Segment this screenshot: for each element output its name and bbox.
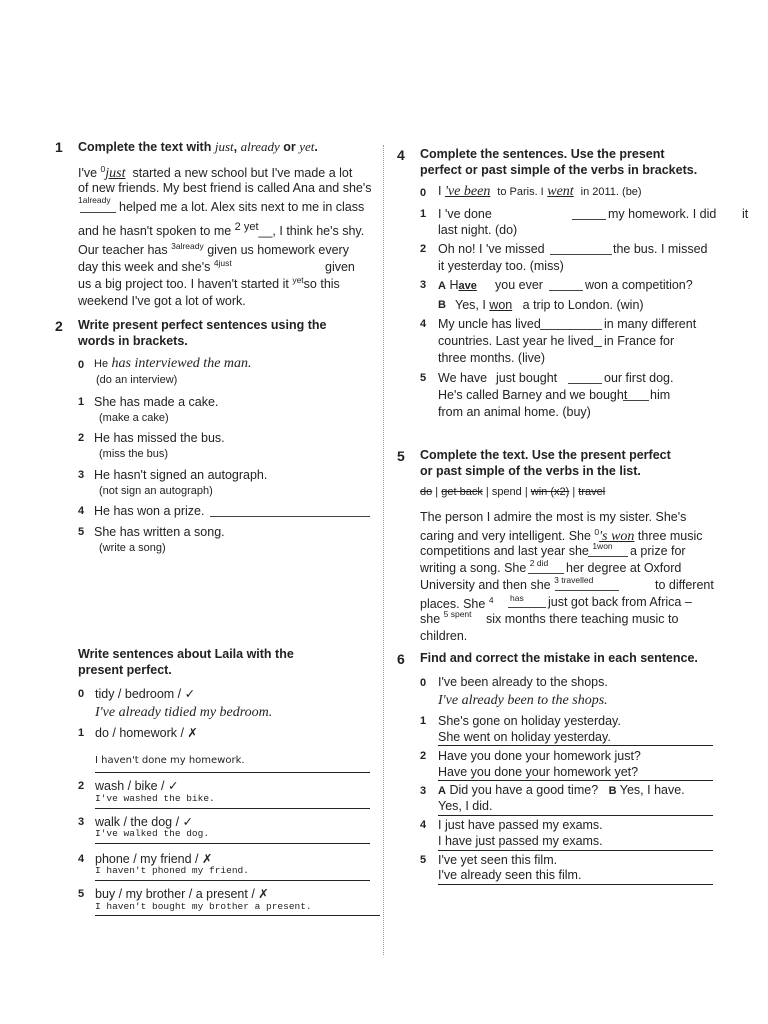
item-number: 2	[78, 432, 85, 444]
prompt: buy / my brother / a present / ✗	[95, 887, 269, 901]
ex5-line2	[420, 527, 703, 545]
word-travel: travel	[578, 486, 606, 498]
text: the bus. I missed	[613, 242, 708, 256]
model-answer: went	[547, 184, 574, 199]
separator: |	[569, 486, 579, 498]
hint: (write a song)	[99, 542, 166, 554]
text: in France for	[604, 334, 675, 348]
text: I	[438, 184, 442, 198]
answer-yet: 2 yet	[234, 221, 259, 233]
answer-line	[95, 880, 370, 881]
answer: 5 spent	[443, 609, 472, 619]
hint: (not sign an autograph)	[99, 485, 213, 497]
column-divider	[383, 145, 384, 955]
word-do: do	[420, 486, 433, 498]
text: she	[420, 612, 441, 626]
instr-already: already	[240, 139, 280, 154]
answer-line	[438, 780, 713, 781]
ex3-instruction-2: present perfect.	[78, 663, 172, 677]
answer-already: 1already	[78, 195, 111, 205]
ex4-item1	[438, 207, 492, 221]
answer-yet: yet	[292, 275, 304, 285]
ex2-instruction-2: words in brackets.	[78, 334, 188, 348]
instr-text: Complete the text with	[78, 140, 215, 154]
sentence: I've been already to the shops.	[438, 675, 608, 689]
ex4-instruction-2: perfect or past simple of the verbs in brackets.	[420, 163, 698, 177]
answer-line	[210, 516, 370, 517]
gap-line	[550, 254, 612, 255]
gap-number: 0	[100, 164, 106, 174]
text: from an animal home. (buy)	[438, 405, 591, 419]
ex5-line1: The person I admire the most is my sister. She's	[420, 510, 687, 524]
ex4-item0	[438, 184, 642, 200]
ex1-instruction	[78, 139, 318, 155]
text: three months. (live)	[438, 351, 545, 365]
ex1-line6	[78, 260, 232, 274]
ex1-line5	[78, 243, 349, 257]
item-number: 1	[78, 396, 85, 408]
text: us a big project too. I haven't started it	[78, 277, 289, 291]
item-number: 1	[78, 727, 85, 739]
item-number: 5	[420, 372, 427, 384]
ex2-item0	[94, 356, 252, 372]
answer-already: 3already	[171, 241, 204, 251]
speaker-a: A	[438, 785, 446, 797]
text: just got back from Africa –	[548, 595, 692, 609]
item-number: 4	[78, 853, 85, 865]
item-number: 2	[78, 780, 85, 792]
word-spend: spend	[491, 486, 522, 498]
ex3-instruction: Write sentences about Laila with the	[78, 647, 294, 661]
text: a prize for	[630, 544, 686, 558]
instr-just: just	[214, 139, 234, 154]
answer-just: just	[105, 166, 126, 182]
item-number: 5	[78, 888, 85, 900]
sentence: I've yet seen this film.	[438, 853, 558, 867]
text: He	[94, 358, 109, 370]
ex1-line2: of new friends. My best friend is called Ana and she's	[78, 181, 372, 195]
prompt: do / homework / ✗	[95, 726, 198, 740]
separator: |	[432, 486, 442, 498]
ex5-word-list	[420, 486, 605, 498]
text: my homework. I did	[608, 207, 717, 221]
ex4-item3	[438, 278, 477, 292]
text: Our teacher has	[78, 243, 168, 257]
text: countries. Last year he lived	[438, 334, 594, 348]
answer: I've walked the dog.	[95, 828, 210, 839]
item-number: 0	[420, 187, 427, 199]
text: her degree at Oxford	[566, 561, 682, 575]
gap-line	[80, 212, 116, 213]
text: He's called Barney and we bought	[438, 388, 628, 402]
prompt: phone / my friend / ✗	[95, 852, 213, 866]
text: We have	[438, 371, 488, 385]
item-number: 0	[78, 359, 85, 371]
answer-line	[438, 884, 713, 885]
word-win: win (x2)	[530, 486, 570, 498]
instr-comma: ,	[233, 140, 241, 154]
answer-line	[438, 745, 713, 746]
ex6-number: 6	[397, 651, 405, 667]
sentence: She's gone on holiday yesterday.	[438, 714, 621, 728]
gap-line	[572, 219, 606, 220]
item-number: 0	[420, 677, 427, 689]
text: places. She	[420, 597, 486, 612]
ex4-item3b	[455, 298, 644, 312]
ex1-line3-text: helped me a lot. Alex sits next to me in class	[119, 200, 365, 214]
gap-number: 0	[594, 527, 600, 537]
text: last night. (do)	[438, 223, 518, 237]
answer: Yes, I did.	[438, 799, 493, 813]
gap-line	[540, 329, 602, 330]
gap-line	[594, 346, 602, 347]
answer: She went on holiday yesterday.	[438, 730, 611, 744]
ex1-line3	[78, 197, 111, 211]
item-number: 1	[420, 208, 427, 220]
text: in many different	[604, 317, 697, 331]
text: so this	[303, 277, 340, 291]
text: him	[650, 388, 671, 402]
model-answer: I've already tidied my bedroom.	[95, 705, 273, 720]
gap-number: 4	[488, 595, 494, 605]
model-answer: has interviewed the man.	[111, 356, 252, 371]
gap-line	[568, 383, 602, 384]
answer: Have you done your homework yet?	[438, 765, 639, 779]
answer: ave	[458, 280, 477, 292]
sentence: Did you have a good time?	[449, 783, 599, 797]
model-answer: I've already been to the shops.	[438, 693, 608, 708]
answer: I have just passed my exams.	[438, 834, 603, 848]
answer-just: 4just	[213, 258, 232, 268]
text: I	[438, 207, 442, 221]
answer-line	[95, 808, 370, 809]
answer: 3 travelled	[554, 575, 594, 585]
gap-line	[549, 290, 583, 291]
hint: (do an interview)	[96, 374, 178, 386]
answer: I haven't phoned my friend.	[95, 865, 249, 876]
answer: I haven't done my homework.	[95, 755, 245, 766]
answer: 've done	[444, 207, 492, 221]
speaker-b: B	[438, 299, 446, 311]
gap-line	[588, 556, 628, 557]
item-number: 2	[420, 750, 427, 762]
prompt: tidy / bedroom / ✓	[95, 687, 196, 701]
item-number: 5	[78, 526, 85, 538]
gap-line	[508, 607, 546, 608]
text: Yes, I	[455, 298, 486, 312]
answer: She has made a cake.	[94, 395, 219, 409]
ex5-number: 5	[397, 448, 405, 464]
model-answer: 's won	[599, 529, 635, 545]
answer: I've washed the bike.	[95, 793, 215, 804]
ex4-instruction: Complete the sentences. Use the present	[420, 147, 665, 161]
answer: won	[489, 298, 513, 312]
answer: 1won	[592, 541, 613, 551]
text: you ever	[495, 278, 543, 292]
text: I've	[78, 166, 98, 181]
ex1-line1	[78, 164, 352, 182]
speaker-b: B	[608, 785, 617, 797]
answer: He has missed the bus.	[94, 431, 225, 445]
answer: it	[742, 207, 749, 221]
text: and he hasn't spoken to me	[78, 224, 232, 239]
instr-yet: yet	[299, 139, 315, 154]
answer: He hasn't signed an autograph.	[94, 468, 268, 482]
sentence: I just have passed my exams.	[438, 818, 603, 832]
text: three music	[637, 529, 703, 544]
text: My uncle has lived	[438, 317, 541, 331]
text: to different	[655, 578, 714, 592]
text: won a competition?	[585, 278, 693, 292]
answer-line	[95, 843, 370, 844]
ex1-line7	[78, 277, 340, 291]
ex5-instruction: Complete the text. Use the present perfect	[420, 448, 671, 462]
answer: He has won a prize.	[94, 504, 205, 518]
text: a trip to London. (win)	[522, 298, 644, 312]
text: competitions and last year she	[420, 544, 589, 558]
word-get-back: get back	[441, 486, 483, 498]
item-number: 5	[420, 854, 427, 866]
item-number: 2	[420, 243, 427, 255]
ex5-line7	[420, 609, 472, 626]
item-number: 3	[78, 469, 85, 481]
text: day this week and she's	[78, 260, 211, 274]
sentence: Have you done your homework just?	[438, 749, 641, 763]
answer: just bought	[496, 371, 558, 385]
text: our first dog.	[604, 371, 674, 385]
ex1-line4	[78, 221, 364, 238]
answer-line	[95, 772, 370, 773]
gap-line	[623, 400, 649, 401]
ex1-line6-end: given	[325, 260, 355, 274]
text: __, I think he's shy.	[258, 224, 365, 239]
instr-or: or	[279, 140, 300, 154]
text: H	[449, 278, 459, 292]
answer: has	[510, 593, 524, 603]
model-answer: 've been	[444, 184, 491, 199]
prompt: walk / the dog / ✓	[95, 815, 194, 829]
answer-line	[95, 915, 380, 916]
answer: 2 did	[529, 558, 549, 568]
text: given us homework every	[207, 243, 349, 257]
hint: (make a cake)	[99, 412, 169, 424]
ex2-instruction: Write present perfect sentences using the	[78, 318, 327, 332]
text: University and then she	[420, 578, 551, 592]
text: to Paris. I	[497, 186, 544, 198]
hint: (miss the bus)	[99, 448, 169, 460]
ex4-number: 4	[397, 147, 405, 163]
sentence: Yes, I have.	[619, 783, 685, 797]
text: Oh no! I 've missed	[438, 242, 545, 256]
text: writing a song. She	[420, 561, 527, 575]
item-number: 4	[78, 505, 85, 517]
instr-dot: .	[314, 140, 318, 154]
text: six months there teaching music to	[486, 612, 679, 626]
answer-line	[438, 850, 713, 851]
gap-line	[555, 590, 619, 591]
gap-line	[528, 573, 564, 574]
item-number: 4	[420, 318, 427, 330]
answer-line	[438, 815, 713, 816]
text: in 2011. (be)	[580, 186, 642, 198]
ex1-number: 1	[55, 139, 63, 155]
item-number: 3	[420, 279, 427, 291]
text: it yesterday too. (miss)	[438, 259, 564, 273]
ex6-item3	[438, 783, 685, 797]
text: caring and very intelligent. She	[420, 529, 591, 544]
item-number: 0	[78, 688, 85, 700]
ex1-line8: weekend I've got a lot of work.	[78, 294, 246, 308]
item-number: 4	[420, 819, 427, 831]
separator: |	[521, 486, 531, 498]
ex6-instruction: Find and correct the mistake in each sentence.	[420, 651, 698, 665]
answer: She has written a song.	[94, 525, 225, 539]
ex5-line3	[420, 541, 613, 558]
item-number: 3	[420, 785, 427, 797]
prompt: wash / bike / ✓	[95, 779, 179, 793]
item-number: 3	[78, 816, 85, 828]
answer: I haven't bought my brother a present.	[95, 901, 312, 912]
ex2-number: 2	[55, 318, 63, 334]
ex5-instruction-2: or past simple of the verbs in the list.	[420, 464, 641, 478]
item-number: 1	[420, 715, 427, 727]
ex5-line8: children.	[420, 629, 468, 643]
answer: I've already seen this film.	[438, 868, 582, 882]
speaker-a: A	[438, 280, 446, 292]
text: started a new school but I've made a lot	[132, 166, 353, 181]
separator: |	[482, 486, 492, 498]
